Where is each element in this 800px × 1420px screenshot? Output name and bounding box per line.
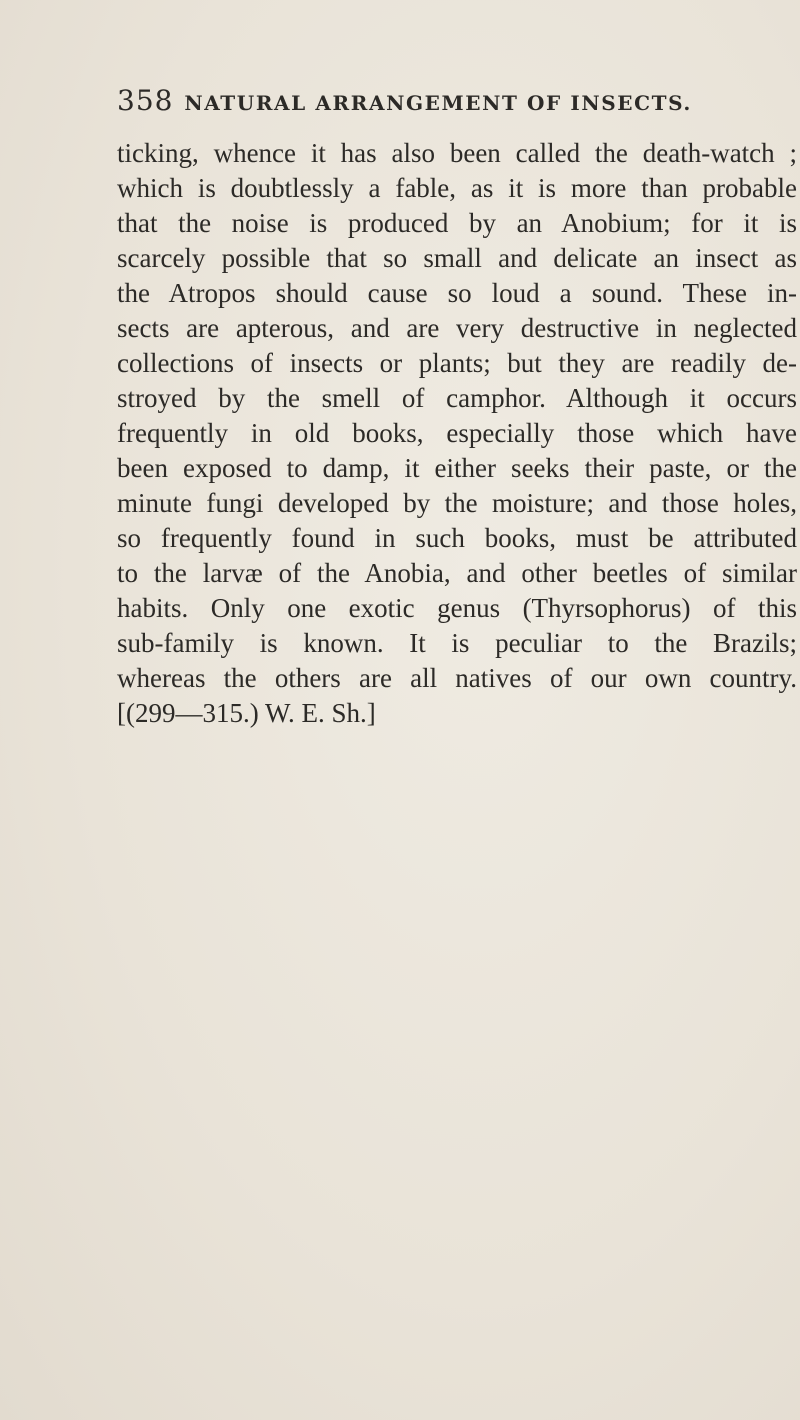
text-line: frequently in old books, especially those which have <box>117 418 797 448</box>
text-line: habits. Only one exotic genus (Thyrsophorus) of this <box>117 593 797 623</box>
text-line: been exposed to damp, it either seeks their paste, or the <box>117 453 797 483</box>
text-line: scarcely possible that so small and delicate an insect as <box>117 243 797 273</box>
running-title: NATURAL ARRANGEMENT OF INSECTS. <box>184 91 692 115</box>
text-line: which is doubtlessly a fable, as it is more than probable <box>117 173 797 203</box>
text-line: that the noise is produced by an Anobium; for it is <box>117 208 797 238</box>
body-paragraph <box>117 136 797 731</box>
text-line: sects are apterous, and are very destructive in neglected <box>117 313 797 343</box>
text-line: ticking, whence it has also been called the death-watch ; <box>117 138 797 168</box>
text-line: to the larvæ of the Anobia, and other beetles of similar <box>117 558 797 588</box>
text-line: sub-family is known. It is peculiar to the Brazils; <box>117 628 797 658</box>
text-line: so frequently found in such books, must be attributed <box>117 523 797 553</box>
running-head <box>117 84 692 124</box>
text-line: the Atropos should cause so loud a sound. These in- <box>117 278 797 308</box>
author-attribution: [(299—315.) W. E. Sh.] <box>117 698 376 728</box>
text-line: whereas the others are all natives of our own country. <box>117 663 797 693</box>
page-number: 358 <box>117 84 174 117</box>
text-line: stroyed by the smell of camphor. Although it occurs <box>117 383 797 413</box>
text-line: minute fungi developed by the moisture; and those holes, <box>117 488 797 518</box>
text-line: collections of insects or plants; but they are readily de- <box>117 348 797 378</box>
